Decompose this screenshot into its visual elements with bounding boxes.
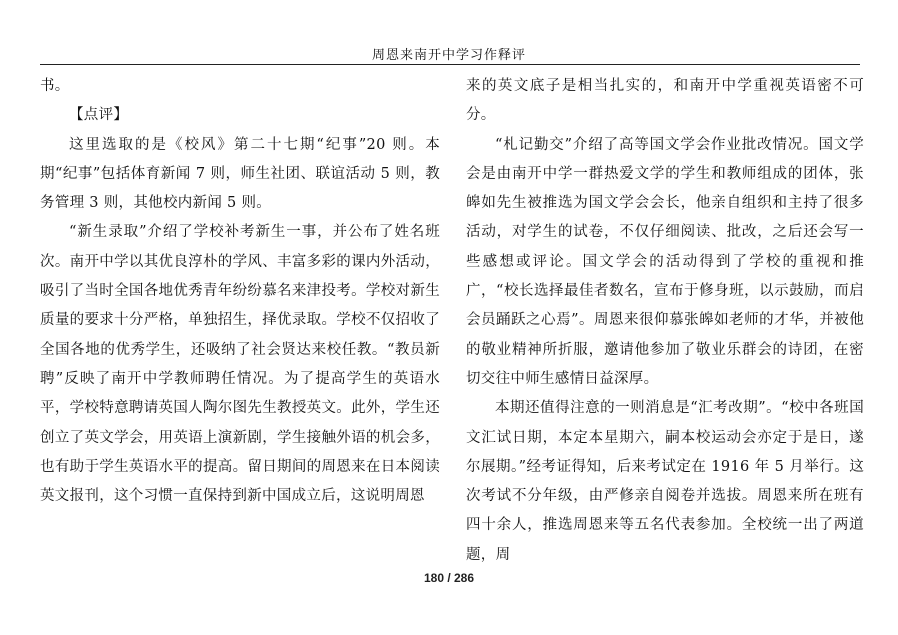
header-divider [40,64,860,65]
paragraph-literature-society: “札记勤交”介绍了高等国文学会作业批改情况。国文学会是由南开中学一群热爱文学的学生和教师组成的团体，张皞如先生被推选为国文学会会长，他亲自组织和主持了很多活动，对学生的试卷，不仅仔细阅读、批改，之后还会写一些感想或评论。国文学会的活动得到了学校的重视和推广，“校长选择最佳者数名，宣布于修身班，以示鼓励，而启会员踊跃之心焉”。周恩来很仰慕张皞如老师的才华，并被他的敬业精神所折服，邀请他参加了敬业乐群会的诗团，在密切交往中师生感情日益深厚。 [466,136,864,387]
right-text-column [466,72,864,570]
page-number: 180 / 286 [423,571,475,585]
paragraph-exam-rescheduled: 本期还值得注意的一则消息是“汇考改期”。“校中各班国文汇试日期，本定本星期六，嗣本校运动会亦定于是日，遂尔展期。”经考证得知，后来考试定在 1916 年 5 月举行。这次考试不分年级，由严修亲自阅卷并选拔。周恩来所在班有四十余人，推选周恩来等五名代表参加。全校统一出了两道题，周 [466,400,864,563]
running-header-title: 周恩来南开中学习作释评 [371,48,526,63]
paragraph-continuation-english: 来的英文底子是相当扎实的，和南开中学重视英语密不可分。 [466,78,864,124]
paragraph-intro: 这里选取的是《校风》第二十七期“纪事”20 则。本期“纪事”包括体育新闻 7 则，师生社团、联谊活动 5 则，教务管理 3 则，其他校内新闻 5 则。 [40,136,440,212]
section-heading-comment: 【点评】 [69,107,129,124]
paragraph-continuation: 书。 [40,78,70,94]
left-text-column [40,72,440,511]
paragraph-new-students: “新生录取”介绍了学校补考新生一事，并公布了姓名班次。南开中学以其优良淳朴的学风、丰富多彩的课内外活动，吸引了当时全国各地优秀青年纷纷慕名来津投考。学校对新生质量的要求十分严格，单独招生，择优录取。学校不仅招收了全国各地的优秀学生，还吸纳了社会贤达来校任教。“教员新聘”反映了南开中学教师聘任情况。为了提高学生的英语水平，学校特意聘请英国人陶尔图先生教授英文。此外，学生还创立了英文学会，用英语上演新剧，学生接触外语的机会多，也有助于学生英语水平的提高。留日期间的周恩来在日本阅读英文报刊，这个习惯一直保持到新中国成立后，这说明周恩 [40,224,440,505]
